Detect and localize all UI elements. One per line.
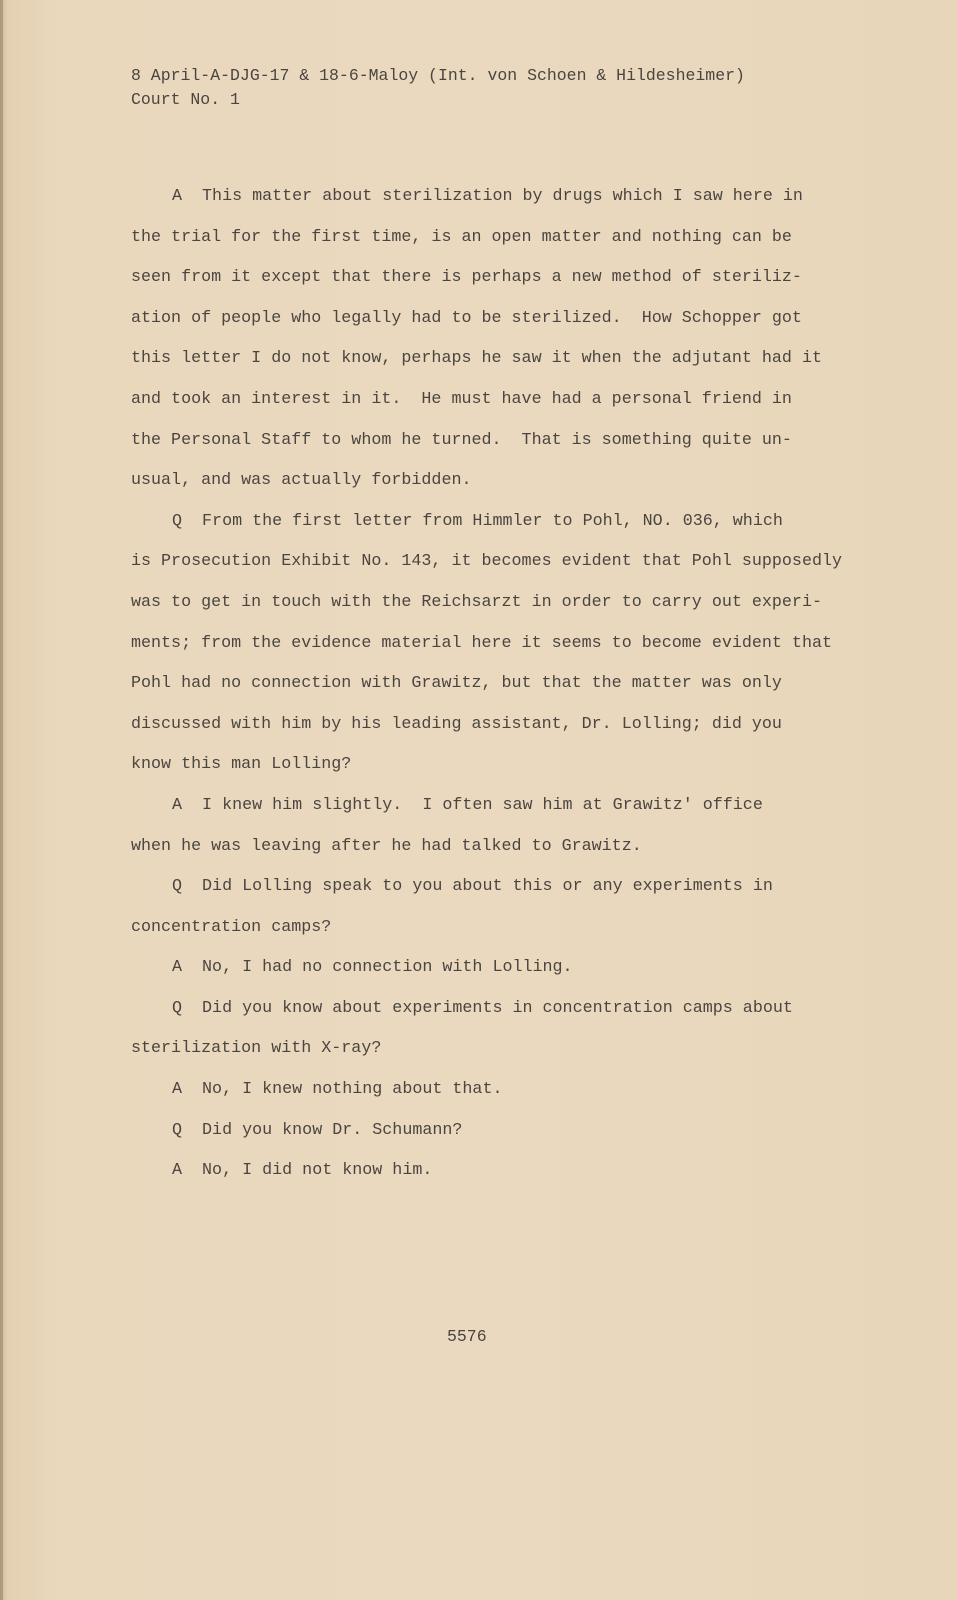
transcript-line: Q Did Lolling speak to you about this or any experiments in [172,877,773,897]
transcript-line: was to get in touch with the Reichsarzt in order to carry out experi- [131,592,822,612]
document-header [131,64,745,112]
transcript-line: A This matter about sterilization by drugs which I saw here in [172,187,803,206]
transcript-line: ments; from the evidence material here it seems to become evident that [131,633,832,653]
transcript-line: seen from it except that there is perhaps a new method of steriliz- [131,268,802,288]
transcript-line: know this man Lolling? [131,755,352,775]
transcript-line: Q From the first letter from Himmler to Pohl, NO. 036, which [172,511,783,531]
transcript-line: concentration camps? [131,917,332,937]
transcript-line: A I knew him slightly. I often saw him at Grawitz' office [172,795,763,815]
transcript-line: Pohl had no connection with Grawitz, but that the matter was only [131,674,782,694]
case-reference: 8 April-A-DJG-17 & 18-6-Maloy (Int. von Schoen & Hildesheimer) [131,66,745,85]
transcript-line: the Personal Staff to whom he turned. That is something quite un- [131,430,792,450]
transcript-line: Q Did you know Dr. Schumann? [172,1120,463,1140]
transcript-line: A No, I did not know him. [172,1161,433,1181]
transcript-line: usual, and was actually forbidden. [131,471,472,491]
transcript-line: A No, I knew nothing about that. [172,1080,503,1100]
transcript-line: ation of people who legally had to be sterilized. How Schopper got [131,308,802,328]
transcript-line: Q Did you know about experiments in concentration camps about [172,998,793,1018]
page-number: 5576 [447,1327,487,1346]
transcript-line: is Prosecution Exhibit No. 143, it becomes evident that Pohl supposedly [131,552,843,572]
transcript-body [131,177,842,1192]
transcript-line: sterilization with X-ray? [131,1039,382,1059]
page-edge [0,0,3,1600]
transcript-line: discussed with him by his leading assistant, Dr. Lolling; did you [131,714,782,734]
transcript-line: and took an interest in it. He must have had a personal friend in [131,389,792,409]
transcript-line: this letter I do not know, perhaps he saw it when the adjutant had it [131,349,822,369]
transcript-line: A No, I had no connection with Lolling. [172,958,573,978]
transcript-line: when he was leaving after he had talked to Grawitz. [131,836,642,856]
transcript-line: the trial for the first time, is an open matter and nothing can be [131,227,792,247]
court-number: Court No. 1 [131,90,240,109]
